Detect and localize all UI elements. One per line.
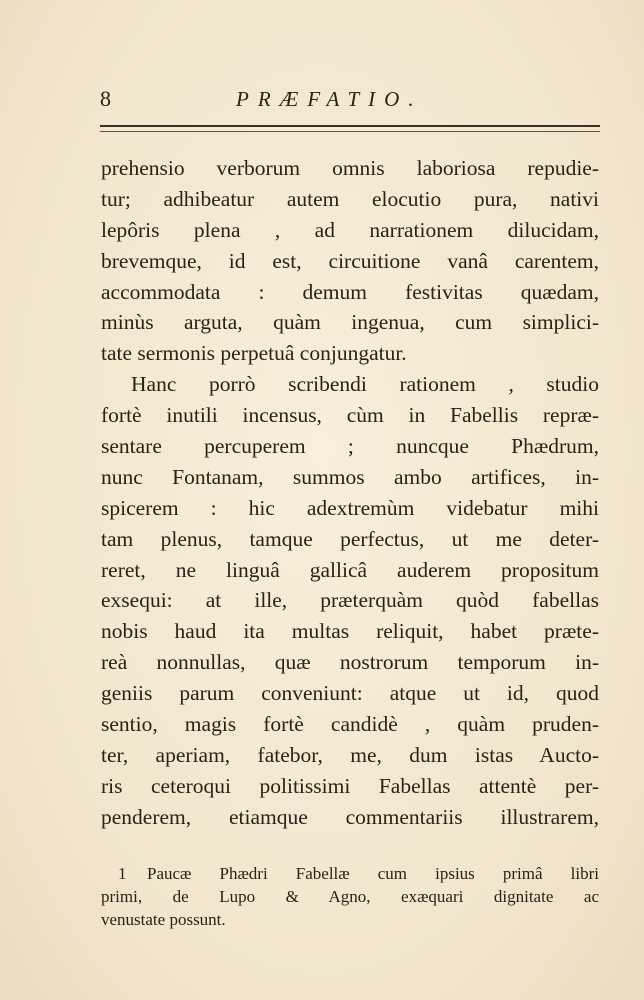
text-line: penderem, etiamque commentariis illustrarem, — [101, 804, 599, 829]
footnote-line: venustate possunt. — [101, 910, 226, 929]
running-head — [100, 84, 600, 114]
text-line: nobis haud ita multas reliquit, habet præte- — [101, 619, 599, 644]
text-line: nunc Fontanam, summos ambo artifices, in- — [101, 464, 599, 489]
text-line: Hanc porrò scribendi rationem , studio — [131, 372, 599, 397]
footnote-line: Paucæ Phædri Fabellæ cum ipsius primâ libri — [147, 864, 599, 883]
text-line: exsequi: at ille, præterquàm quòd fabellas — [101, 588, 599, 613]
text-line: reret, ne linguâ gallicâ auderem propositum — [101, 557, 599, 582]
text-line: prehensio verborum omnis laboriosa repudie- — [101, 156, 599, 180]
header-rule-bottom — [100, 131, 600, 132]
running-title: PRÆFATIO. — [236, 87, 423, 111]
text-line: lepôris plena , ad narrationem dilucidam, — [101, 217, 599, 242]
page-number: 8 — [100, 86, 111, 111]
text-line: sentio, magis fortè candidè , quàm pruden- — [101, 712, 599, 737]
text-line: tam plenus, tamque perfectus, ut me deter- — [101, 526, 599, 551]
text-line: tur; adhibeatur autem elocutio pura, nativi — [101, 186, 599, 211]
text-line: tate sermonis perpetuâ conjungatur. — [101, 341, 407, 366]
text-line: geniis parum conveniunt: atque ut id, quod — [101, 681, 599, 706]
text-line: ter, aperiam, fatebor, me, dum istas Aucto- — [101, 742, 599, 767]
text-line: minùs arguta, quàm ingenua, cum simplici- — [101, 310, 599, 335]
text-line: ris ceteroqui politissimi Fabellas attentè per- — [101, 773, 599, 798]
text-line: accommodata : demum festivitas quædam, — [101, 279, 599, 304]
header-rule-top — [100, 125, 600, 127]
text-line: spicerem : hic adextremùm videbatur mihi — [101, 495, 599, 520]
footnote-marker: 1 — [118, 864, 127, 883]
text-line: brevemque, id est, circuitione vanâ carentem, — [101, 248, 599, 273]
text-line: fortè inutili incensus, cùm in Fabellis repræ- — [101, 403, 599, 428]
footnote-line: primi, de Lupo & Agno, exæquari dignitate ac — [101, 887, 599, 906]
body-text — [101, 153, 599, 833]
text-line: sentare percuperem ; nuncque Phædrum, — [101, 434, 599, 459]
text-line: reà nonnullas, quæ nostrorum temporum in- — [101, 650, 599, 675]
footnote-body — [101, 862, 599, 931]
